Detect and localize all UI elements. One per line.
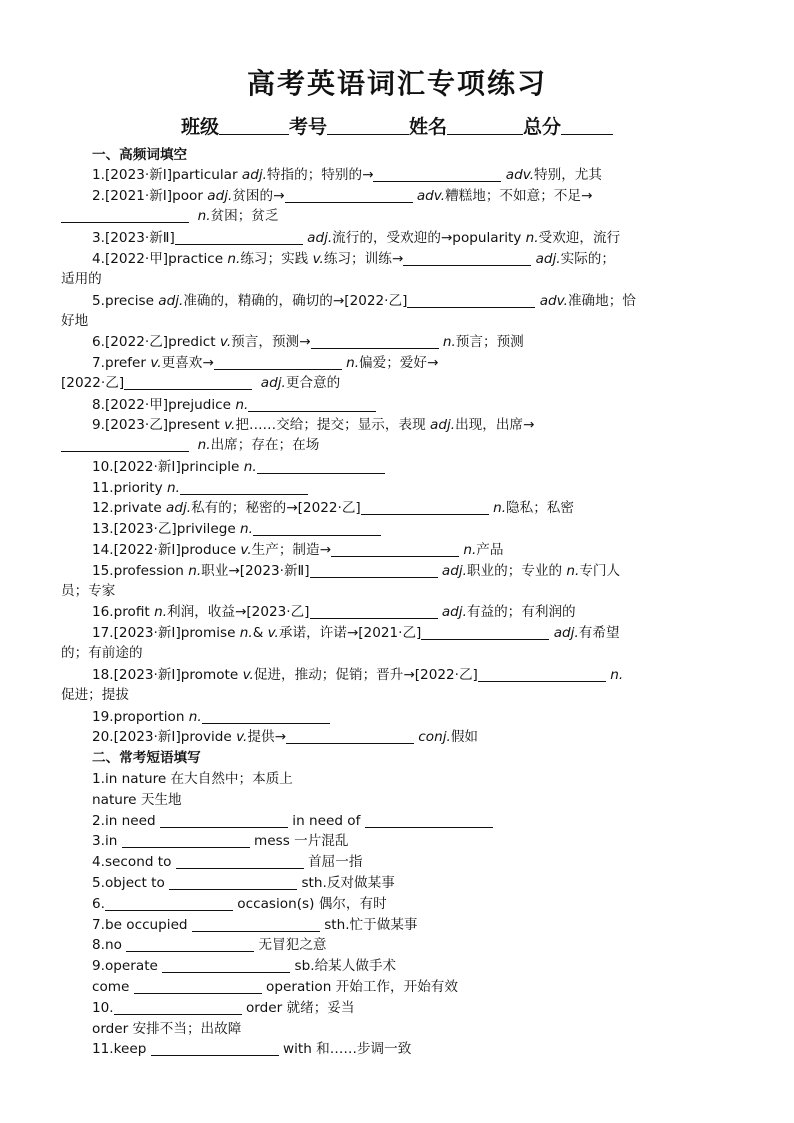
answer-blank[interactable] [202,710,330,724]
phrase-item: 6. occasion(s) 偶尔，有时 [92,896,387,912]
phrase-item: order 安排不当；出故障 [92,1021,242,1037]
phrase-item: 7.be occupied sth.忙于做某事 [92,917,418,933]
vocab-item-continued: n.贫困；贫乏 [61,207,279,225]
vocab-item: 5.precise adj.准确的，精确的，确切的→[2022·乙] adv.准确地；恰 [92,293,636,309]
section-heading: 二、常考短语填写 [92,750,201,766]
answer-blank[interactable] [257,460,385,474]
answer-blank[interactable] [162,959,290,973]
vocab-item-continued: [2022·乙] adj.更合意的 [61,375,341,391]
vocab-item-continued: 促进；提拔 [61,687,129,703]
phrase-item: 2.in need in need of [92,812,493,830]
vocab-item-continued: 员；专家 [61,583,116,599]
vocab-item: 12.private adj.私有的；秘密的→[2022·乙] n.隐私；私密 [92,500,574,516]
answer-blank[interactable] [286,730,414,744]
phrase-item: 3.in mess 一片混乱 [92,833,349,849]
vocab-item-continued: n.出席；存在；在场 [61,436,319,454]
vocab-item: 16.profit n.利润，收益→[2023·乙] adj.有益的；有利润的 [92,604,576,620]
vocab-item-continued: 适用的 [61,271,102,287]
answer-blank[interactable] [248,398,376,412]
class-label: 班级 [180,116,219,138]
name-blank[interactable] [447,118,523,135]
vocab-item-continued: 好地 [61,313,89,329]
vocab-item: 17.[2023·新Ⅰ]promise n.& v.承诺，许诺→[2021·乙] adj.有希望 [92,625,620,641]
answer-blank[interactable] [365,814,493,828]
phrase-item: nature 天生地 [92,792,182,808]
phrase-item: 1.in nature 在大自然中；本质上 [92,771,293,787]
answer-blank[interactable] [310,564,438,578]
vocab-item: 7.prefer v.更喜欢→ n.偏爱；爱好→ [92,355,439,371]
page-title: 高考英语词汇专项练习 [246,67,547,100]
answer-blank[interactable] [105,897,233,911]
answer-blank[interactable] [175,231,303,245]
answer-blank[interactable] [214,356,342,370]
vocab-item: 15.profession n.职业→[2023·新Ⅱ] adj.职业的；专业的 n.专门人 [92,563,621,579]
answer-blank[interactable] [61,209,189,223]
phrase-item: 9.operate sb.给某人做手术 [92,958,397,974]
score-blank[interactable] [561,118,613,135]
answer-blank[interactable] [192,918,320,932]
answer-blank[interactable] [160,814,288,828]
phrase-item: come operation 开始工作，开始有效 [92,979,458,995]
answer-blank[interactable] [151,1042,279,1056]
class-blank[interactable] [219,118,289,135]
answer-blank[interactable] [134,980,262,994]
phrase-item: 10. order 就绪；妥当 [92,1000,355,1016]
number-label: 考号 [288,116,327,138]
vocab-item: 2.[2021·新Ⅰ]poor adj.贫困的→ adv.糟糕地；不如意；不足→ [92,188,593,204]
answer-blank[interactable] [253,522,381,536]
phrase-item: 8.no 无冒犯之意 [92,937,327,953]
answer-blank[interactable] [407,294,535,308]
vocab-item: 19.proportion n. [92,708,330,726]
answer-blank[interactable] [361,501,489,515]
section-heading: 一、高频词填空 [92,147,188,163]
answer-blank[interactable] [169,876,297,890]
answer-blank[interactable] [478,668,606,682]
vocab-item: 18.[2023·新Ⅰ]promote v.促进，推动；促销；晋升→[2022·乙] n. [92,667,624,683]
answer-blank[interactable] [311,335,439,349]
vocab-item: 14.[2022·新Ⅰ]produce v.生产；制造→ n.产品 [92,542,504,558]
answer-blank[interactable] [61,438,189,452]
answer-blank[interactable] [124,376,252,390]
answer-blank[interactable] [180,481,308,495]
vocab-item: 8.[2022·甲]prejudice n. [92,396,376,414]
answer-blank[interactable] [114,1001,242,1015]
name-label: 姓名 [409,116,448,138]
answer-blank[interactable] [373,168,501,182]
vocab-item: 10.[2022·新Ⅰ]principle n. [92,458,385,476]
vocab-item: 1.[2023·新Ⅰ]particular adj.特指的；特别的→ adv.特别，尤其 [92,167,602,183]
score-label: 总分 [523,116,562,138]
vocab-item-continued: 的；有前途的 [61,645,143,661]
phrase-item: 5.object to sth.反对做某事 [92,875,395,891]
vocab-item: 9.[2023·乙]present v.把……交给；提交；显示，表现 adj.出现，出席→ [92,417,535,433]
vocab-item: 20.[2023·新Ⅰ]provide v.提供→ conj.假如 [92,729,478,745]
answer-blank[interactable] [331,543,459,557]
phrase-item: 4.second to 首屈一指 [92,854,363,870]
vocab-item: 11.priority n. [92,479,308,497]
answer-blank[interactable] [176,855,304,869]
vocab-item: 6.[2022·乙]predict v.预言，预测→ n.预言；预测 [92,334,524,350]
answer-blank[interactable] [421,626,549,640]
vocab-item: 13.[2023·乙]privilege n. [92,520,381,538]
student-info-row [0,112,794,139]
answer-blank[interactable] [285,189,413,203]
answer-blank[interactable] [126,938,254,952]
vocab-item: 3.[2023·新Ⅱ] adj.流行的，受欢迎的→popularity n.受欢迎，流行 [92,230,621,246]
answer-blank[interactable] [122,834,250,848]
vocab-item: 4.[2022·甲]practice n.练习；实践 v.练习；训练→ adj.实际的； [92,251,615,267]
phrase-item: 11.keep with 和……步调一致 [92,1041,412,1057]
number-blank[interactable] [327,118,409,135]
answer-blank[interactable] [403,252,531,266]
answer-blank[interactable] [310,605,438,619]
